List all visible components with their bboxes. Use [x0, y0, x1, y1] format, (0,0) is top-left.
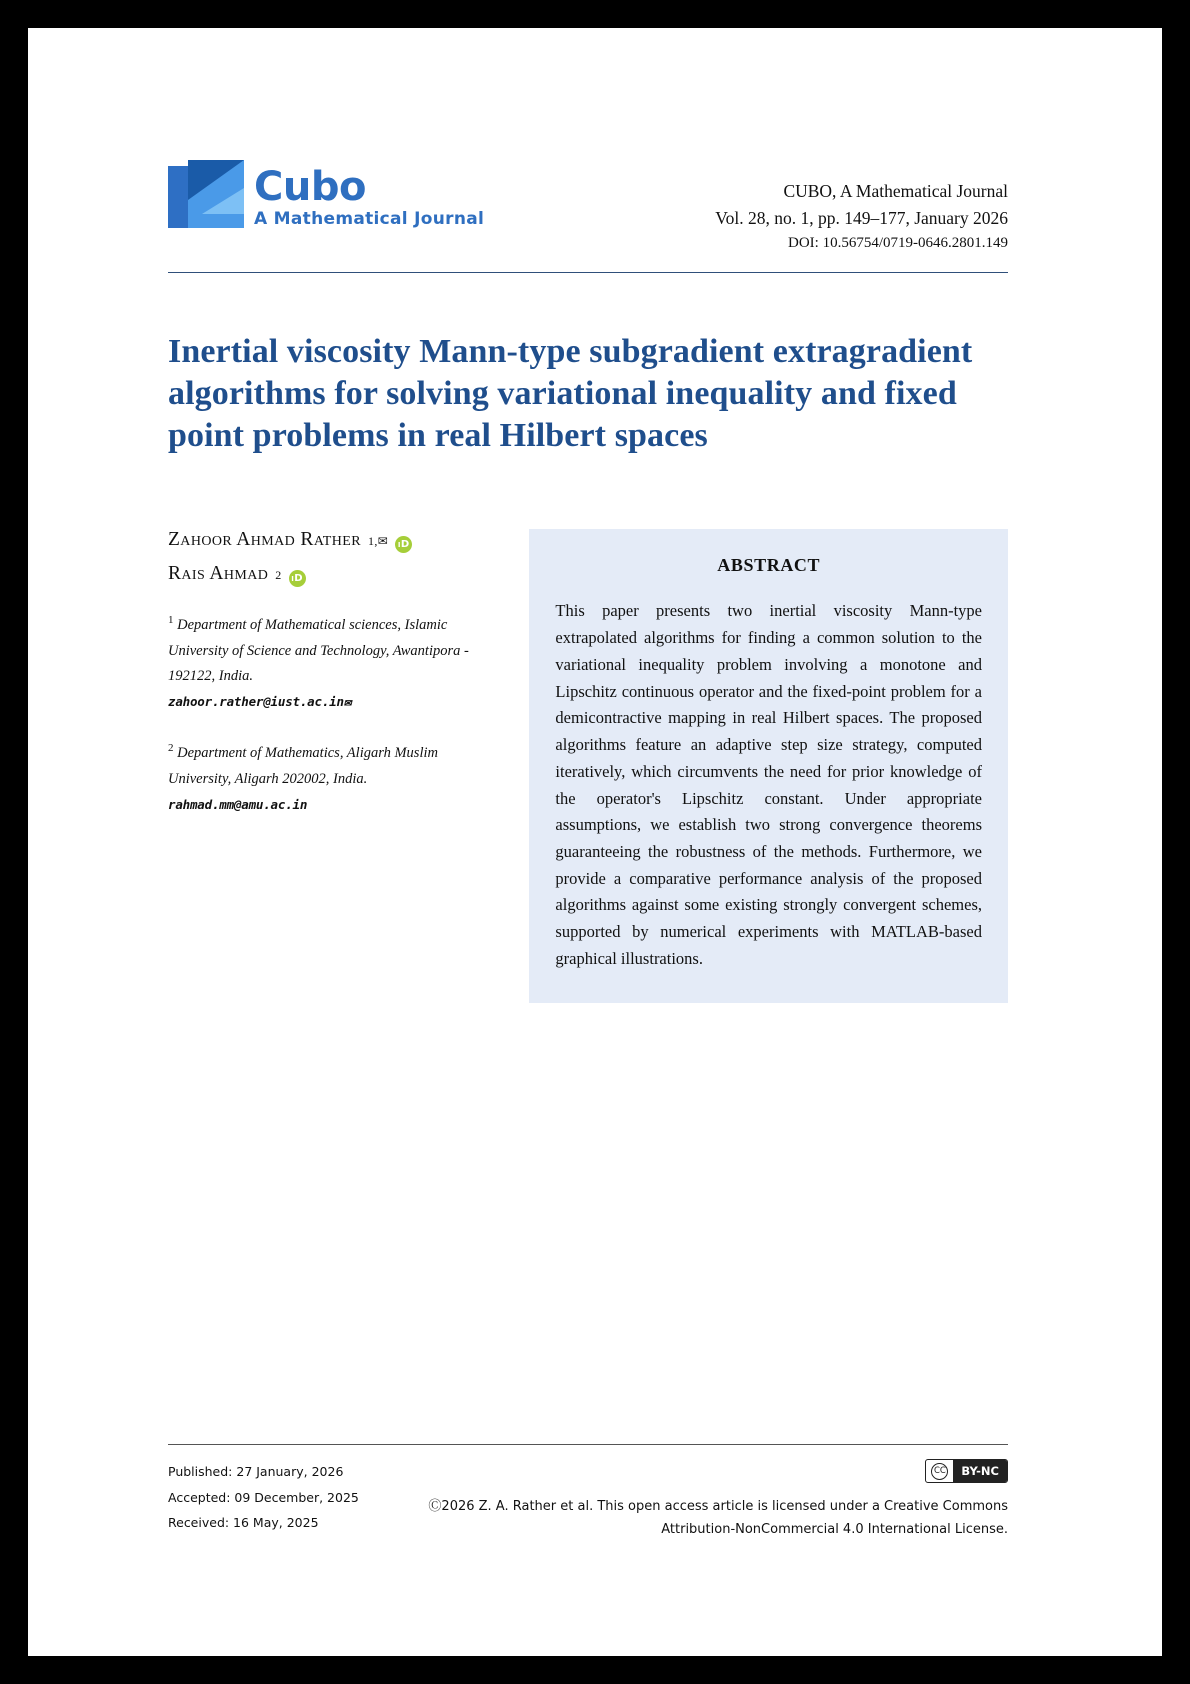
abstract-heading: ABSTRACT [717, 555, 821, 576]
journal-info [715, 158, 1008, 256]
footer-content [168, 1459, 1008, 1542]
author-marker: 1,✉ [367, 534, 389, 549]
author-marker: 2 [275, 568, 282, 583]
logo-text [254, 163, 485, 229]
author-name: Rais Ahmad [168, 563, 269, 585]
logo-subtitle: A Mathematical Journal [254, 208, 485, 229]
orcid-icon[interactable]: iD [395, 536, 412, 553]
abstract-box [529, 529, 1008, 1002]
affiliation-marker: 1 [168, 614, 174, 627]
paper-page [28, 28, 1162, 1656]
page-content [168, 158, 1008, 1003]
abstract-text: This paper presents two inertial viscosity Mann-type extrapolated algorithms for finding a common solution to the variational inequality problem involving a monotone and Lipschitz continuous operator and the fixed-point problem for a demicontractive mapping in real Hilbert spaces. The proposed algorithms feature an adaptive step size strategy, computed iteratively, which circumvents the need for prior knowledge of the operator's Lipschitz constant. Under appropriate assumptions, we establish two strong convergence theorems guaranteeing the robustness of the methods. Furthermore, we provide a comparative performance analysis of the proposed algorithms against some existing strongly convergent schemes, supported by numerical experiments with MATLAB-based graphical illustrations. [555, 601, 982, 968]
orcid-icon[interactable]: iD [289, 570, 306, 587]
abstract-column [529, 529, 1008, 1002]
author-entry [168, 563, 493, 585]
content-columns [168, 529, 1008, 1002]
footer-divider [168, 1444, 1008, 1445]
affiliation-text: Department of Mathematical sciences, Islamic University of Science and Technology, Awantipora - 192122, India. [168, 617, 469, 685]
logo-title: Cubo [254, 163, 366, 210]
publication-dates [168, 1459, 359, 1536]
cc-icon: CC [931, 1463, 948, 1480]
received-date: Received: 16 May, 2025 [168, 1515, 319, 1531]
affiliation [168, 739, 493, 815]
journal-logo [168, 158, 484, 236]
affiliation-text: Department of Mathematics, Aligarh Muslim University, Aligarh 202002, India. [168, 745, 438, 787]
license-line-2: Attribution-NonCommercial 4.0 International License. [661, 1521, 1008, 1537]
journal-doi[interactable]: DOI: 10.56754/0719-0646.2801.149 [788, 235, 1008, 252]
author-entry [168, 529, 493, 551]
journal-volume: Vol. 28, no. 1, pp. 149–177, January 2026 [715, 208, 1008, 229]
affiliation [168, 611, 493, 713]
cc-license-label: BY-NC [953, 1460, 1007, 1482]
journal-name: CUBO, A Mathematical Journal [783, 181, 1008, 201]
affiliation-marker: 2 [168, 742, 174, 755]
masthead [168, 158, 1008, 258]
license-line-1: Ⓒ2026 Z. A. Rather et al. This open access article is licensed under a Creative Commons [428, 1499, 1008, 1514]
creative-commons-badge[interactable] [925, 1459, 1008, 1483]
page-footer [168, 1444, 1008, 1542]
published-date: Published: 27 January, 2026 [168, 1464, 344, 1479]
masthead-divider [168, 272, 1008, 273]
page-title: Inertial viscosity Mann-type subgradient extragradient algorithms for solving variational inequality and fixed point problems in real Hilbert spaces [168, 333, 973, 455]
author-email[interactable]: rahmad.mm@amu.ac.in [168, 796, 308, 812]
author-email[interactable]: zahoor.rather@iust.ac.in✉ [168, 694, 352, 710]
cube-icon [168, 158, 246, 236]
accepted-date: Accepted: 09 December, 2025 [168, 1489, 359, 1505]
author-name: Zahoor Ahmad Rather [168, 529, 361, 551]
authors-column [168, 529, 493, 1002]
license-block [408, 1459, 1008, 1542]
